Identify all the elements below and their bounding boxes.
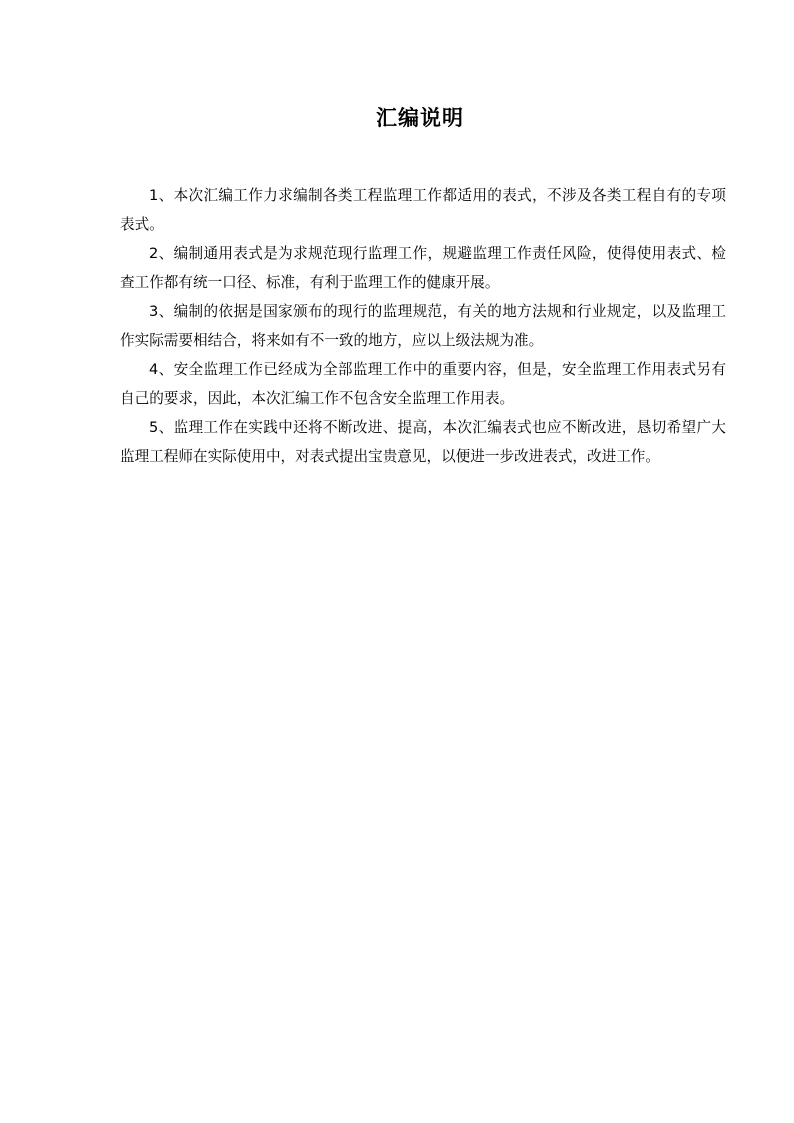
document-body [120,181,726,471]
paragraph-4: 4、安全监理工作已经成为全部监理工作中的重要内容，但是，安全监理工作用表式另有自己的要求，因此，本次汇编工作不包含安全监理工作用表。 [120,361,726,407]
page-title: 汇编说明 [376,106,464,130]
paragraph-2: 2、编制通用表式是为求规范现行监理工作，规避监理工作责任风险，使得使用表式、检查工作都有统一口径、标准，有利于监理工作的健康开展。 [120,245,726,291]
paragraph-3: 3、编制的依据是国家颁布的现行的监理规范，有关的地方法规和行业规定，以及监理工作实际需要相结合，将来如有不一致的地方，应以上级法规为准。 [120,303,726,349]
paragraph-5: 5、监理工作在实践中还将不断改进、提高，本次汇编表式也应不断改进，恳切希望广大监理工程师在实际使用中，对表式提出宝贵意见，以便进一步改进表式，改进工作。 [120,419,726,465]
paragraph-1: 1、本次汇编工作力求编制各类工程监理工作都适用的表式，不涉及各类工程自有的专项表式。 [120,187,726,233]
